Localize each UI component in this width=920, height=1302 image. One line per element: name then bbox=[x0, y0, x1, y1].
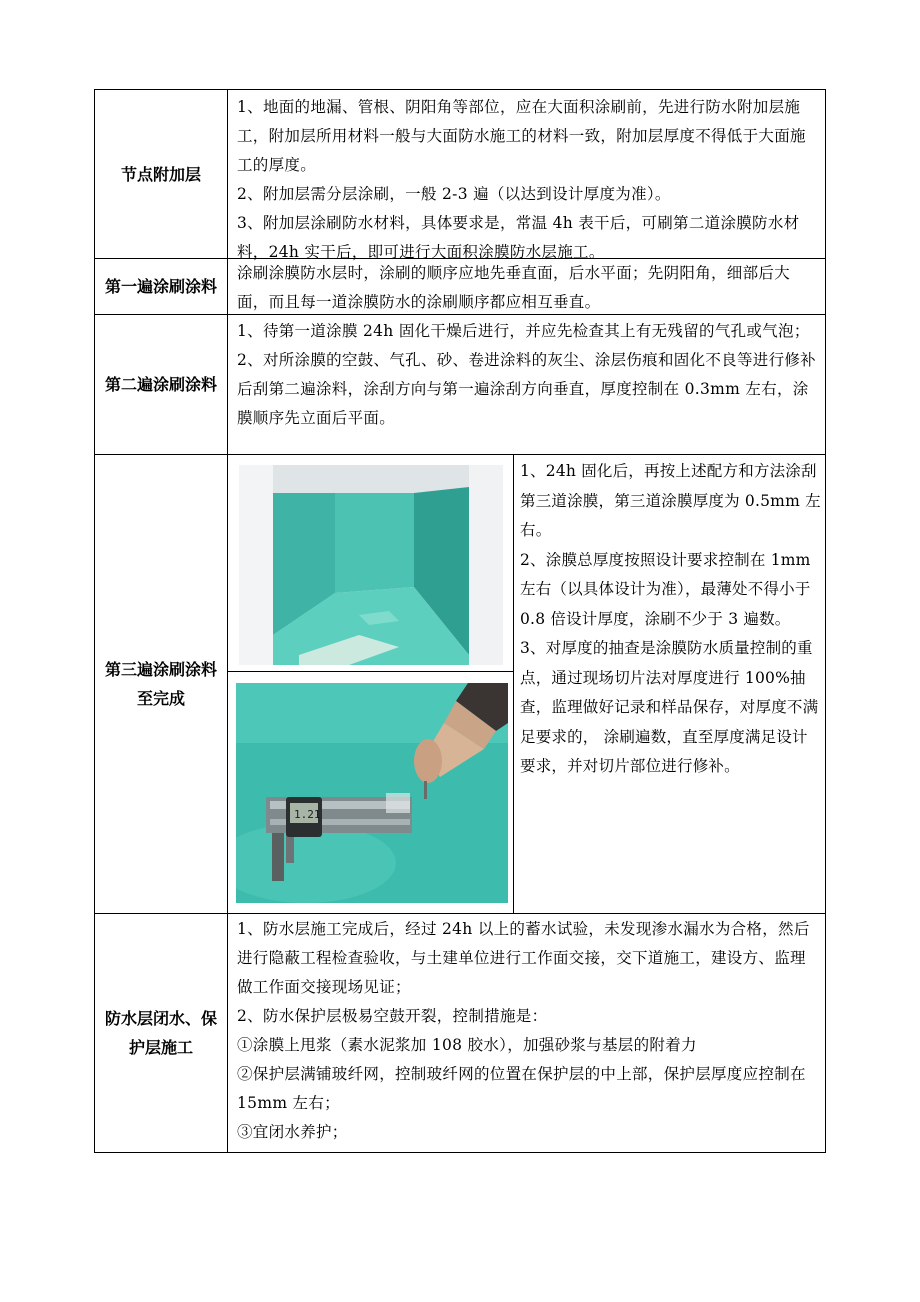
content-line: 3、对厚度的抽查是涂膜防水质量控制的重点，通过现场切片法对厚度进行 100%抽查，监理做好记录和样品保存，对厚度不满足要求的， 涂刷遍数，直至厚度满足设计要求，并对切片部位进行修补。 bbox=[520, 639, 819, 775]
row-content bbox=[228, 914, 825, 1152]
table-row bbox=[95, 454, 825, 913]
table-row bbox=[95, 913, 825, 1152]
caliper-readout: 1.21 bbox=[294, 808, 321, 821]
row-content bbox=[228, 315, 825, 454]
photo-divider bbox=[228, 671, 513, 672]
row-content bbox=[514, 455, 825, 913]
row-content bbox=[228, 90, 825, 261]
content-line: ②保护层满铺玻纤网，控制玻纤网的位置在保护层的中上部，保护层厚度应控制在 15mm 左右； bbox=[237, 1065, 806, 1112]
row-label: 节点附加层 bbox=[95, 90, 228, 258]
content-line: 2、对所涂膜的空鼓、气孔、砂、卷进涂料的灰尘、涂层伤痕和固化不良等进行修补后刮第二遍涂料，涂刮方向与第一遍涂刮方向垂直，厚度控制在 0.3mm 左右，涂膜顺序先立面后平面。 bbox=[237, 351, 816, 427]
content-line: 1、待第一道涂膜 24h 固化干燥后进行，并应先检查其上有无残留的气孔或气泡； bbox=[237, 322, 810, 340]
photo-thickness-measurement bbox=[236, 683, 508, 903]
content-line: 2、附加层需分层涂刷，一般 2-3 遍（以达到设计厚度为准）。 bbox=[237, 185, 671, 203]
content-line: 1、24h 固化后，再按上述配方和方法涂刮第三道涂膜，第三道涂膜厚度为 0.5mm 左右。 bbox=[520, 462, 821, 539]
table-row bbox=[95, 314, 825, 454]
table-row bbox=[95, 258, 825, 314]
row-label: 第三遍涂刷涂料至完成 bbox=[95, 455, 228, 913]
content-line: 2、防水保护层极易空鼓开裂，控制措施是： bbox=[237, 1007, 548, 1025]
content-line: 涂刷涂膜防水层时，涂刷的顺序应地先垂直面，后水平面；先阴阳角，细部后大面，而且每一道涂膜防水的涂刷顺序都应相互垂直。 bbox=[237, 264, 791, 311]
content-line: ①涂膜上甩浆（素水泥浆加 108 胶水），加强砂浆与基层的附着力 bbox=[237, 1036, 697, 1054]
content-line: 2、涂膜总厚度按照设计要求控制在 1mm 左右（以具体设计为准），最薄处不得小于 0.8 倍设计厚度，涂刷不少于 3 遍数。 bbox=[520, 550, 811, 628]
photo-painted-pit bbox=[239, 465, 503, 665]
row-label: 防水层闭水、保护层施工 bbox=[95, 914, 228, 1152]
content-line: 1、地面的地漏、管根、阴阳角等部位，应在大面积涂刷前，先进行防水附加层施工，附加层所用材料一般与大面防水施工的材料一致，附加层厚度不得低于大面施工的厚度。 bbox=[237, 98, 806, 174]
content-line: ③宜闭水养护； bbox=[237, 1123, 348, 1141]
row-label: 第一遍涂刷涂料 bbox=[95, 259, 228, 314]
table-row bbox=[95, 90, 825, 261]
row-content bbox=[228, 259, 825, 314]
photo-column bbox=[228, 455, 514, 913]
construction-table bbox=[94, 89, 826, 1153]
content-line: 1、防水层施工完成后，经过 24h 以上的蓄水试验，未发现渗水漏水为合格，然后进行隐蔽工程检查验收，与土建单位进行工作面交接，交下道施工，建设方、监理做工作面交接现场见证； bbox=[237, 920, 810, 996]
row-label: 第二遍涂刷涂料 bbox=[95, 315, 228, 454]
content-line: 3、附加层涂刷防水材料，具体要求是，常温 4h 表干后，可刷第二道涂膜防水材料，24h 实干后，即可进行大面积涂膜防水层施工。 bbox=[237, 214, 800, 261]
